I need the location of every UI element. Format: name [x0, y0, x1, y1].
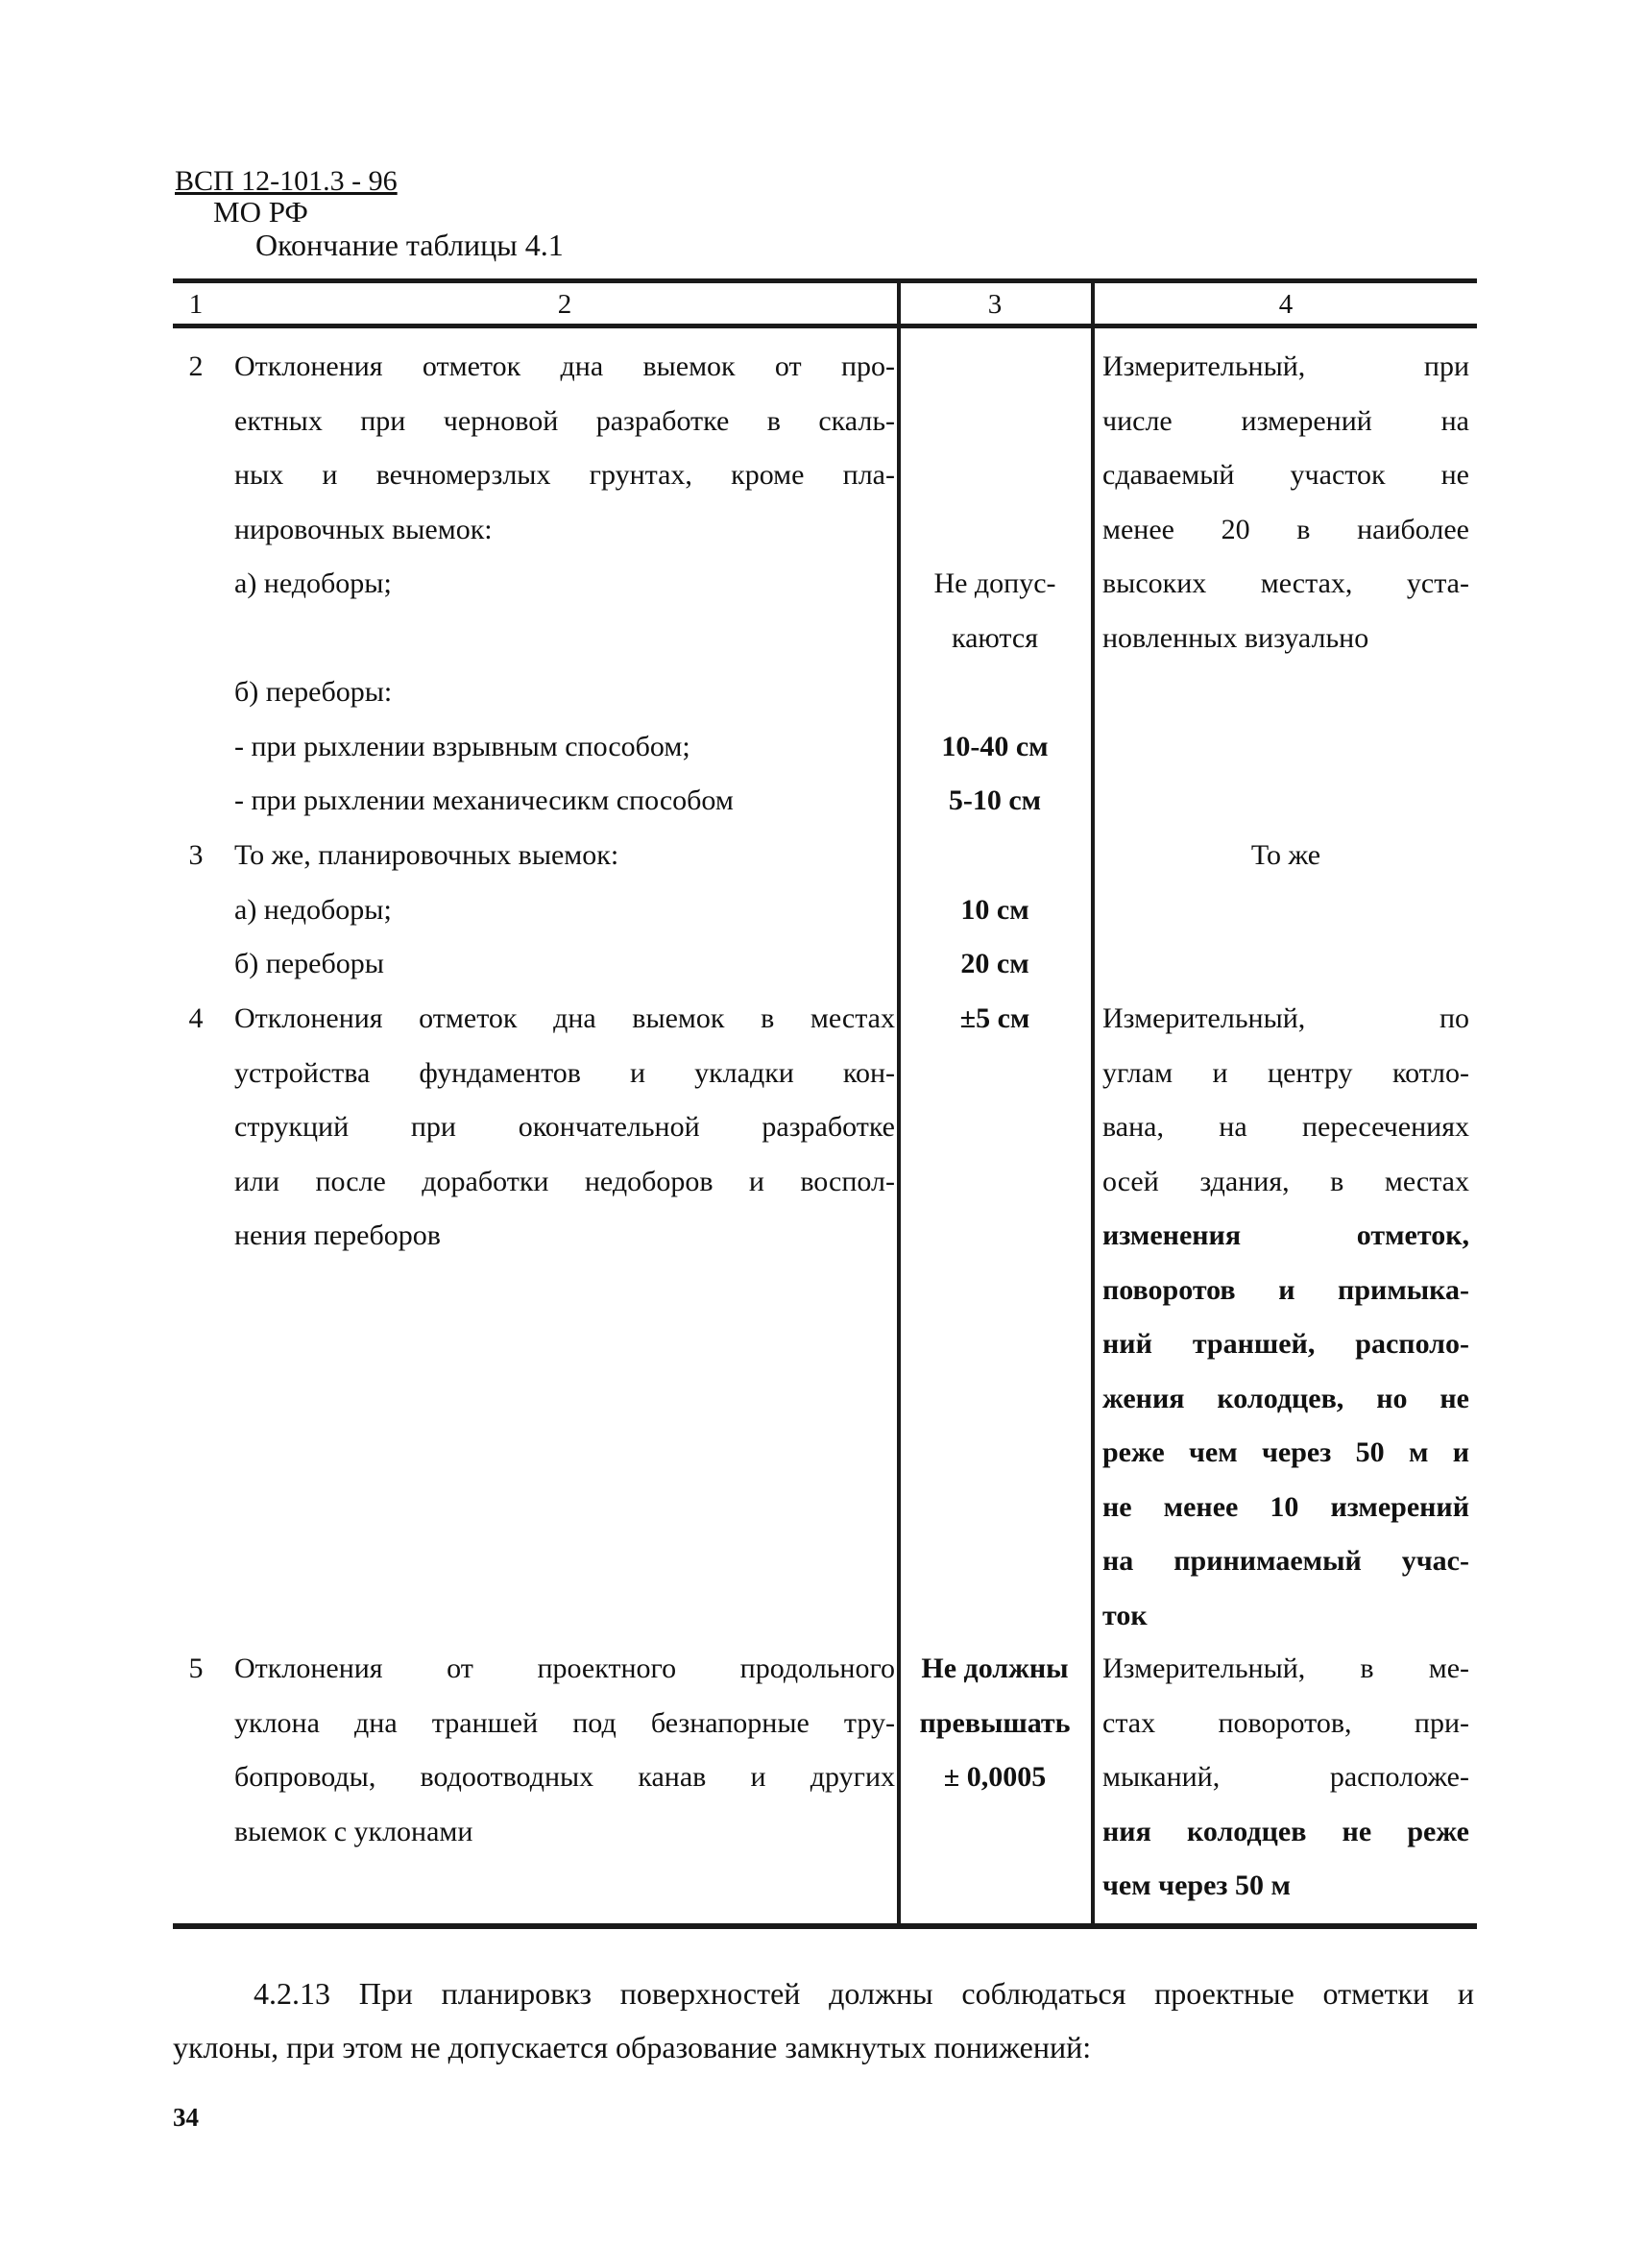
desc-line: Отклонения от проектного продольного: [234, 1653, 895, 1684]
col-header-4: 4: [1278, 289, 1294, 320]
row-description: [234, 992, 895, 1264]
row-control: [1102, 1642, 1469, 1914]
ctrl-line: новленных визуально: [1102, 621, 1369, 654]
tol-line: 5-10 см: [948, 784, 1042, 816]
ctrl-line: ния колодцев не реже: [1102, 1815, 1469, 1847]
desc-line: [234, 612, 895, 666]
row-tolerance: [903, 992, 1087, 1047]
row-tolerance: [903, 340, 1087, 829]
desc-line: б) переборы:: [234, 676, 393, 708]
row-control: [1102, 340, 1469, 665]
ctrl-line: ток: [1102, 1599, 1148, 1631]
tol-line: ±5 см: [959, 1002, 1030, 1034]
ctrl-line: поворотов и примыка-: [1102, 1273, 1469, 1306]
page-number: 34: [173, 2103, 199, 2132]
row-number: 4: [188, 1002, 204, 1034]
row-tolerance: [903, 1642, 1087, 1805]
table-continuation-caption: Окончание таблицы 4.1: [255, 228, 564, 262]
tol-line: 20 см: [960, 948, 1029, 979]
ctrl-line: числе измерений на: [1102, 404, 1469, 437]
ctrl-line: изменения отметок,: [1102, 1219, 1469, 1251]
desc-line: нения переборов: [234, 1219, 441, 1251]
tol-line: Не должны: [921, 1653, 1069, 1684]
tol-line: 10-40 см: [941, 730, 1049, 762]
tol-line: каются: [951, 621, 1039, 654]
desc-line: Отклонения отметок дна выемок в местах: [234, 1002, 895, 1034]
tol-line: [903, 448, 1087, 503]
row-control: [1102, 829, 1469, 883]
tol-line: [903, 665, 1087, 720]
desc-line: или после доработки недоборов и воспол-: [234, 1165, 895, 1197]
paragraph-line-2: уклоны, при этом не допускается образование замкнутых понижений:: [173, 2030, 1092, 2064]
desc-line: устройства фундаментов и укладки кон-: [234, 1056, 895, 1089]
tol-line: [903, 829, 1087, 883]
desc-line: ных и вечномерзлых грунтах, кроме пла-: [234, 459, 895, 491]
ctrl-line: мыканий, расположе-: [1102, 1761, 1469, 1793]
tol-line: превышать: [919, 1706, 1071, 1739]
row-description: [234, 1642, 895, 1859]
table-bottom-rule: [173, 1923, 1477, 1929]
desc-line: Отклонения отметок дна выемок от про-: [234, 350, 895, 382]
ctrl-line: не менее 10 измерений: [1102, 1490, 1469, 1523]
ctrl-line: То же: [1250, 839, 1321, 871]
desc-line: б) переборы: [234, 948, 384, 979]
desc-line: - при рыхлении взрывным способом;: [234, 730, 690, 762]
col-header-1: 1: [188, 289, 204, 320]
document-code: ВСП 12-101.3 - 96: [175, 165, 398, 197]
tol-line: 10 см: [960, 893, 1029, 926]
table-header-rule: [173, 324, 1477, 328]
row-tolerance: [903, 829, 1087, 992]
row-number: 3: [188, 839, 204, 871]
table-top-rule: [173, 278, 1477, 283]
ctrl-line: ний траншей, располо-: [1102, 1328, 1469, 1360]
ctrl-line: на принимаемый учас-: [1102, 1545, 1469, 1577]
row-description: [234, 829, 895, 992]
tol-line: [903, 503, 1087, 558]
desc-line: - при рыхлении механичесикм способом: [234, 784, 734, 816]
ctrl-line: реже чем через 50 м и: [1102, 1436, 1469, 1468]
desc-line: выемок с уклонами: [234, 1815, 473, 1847]
col-header-3: 3: [987, 289, 1003, 320]
desc-line: уклона дна траншей под безнапорные тру-: [234, 1706, 895, 1739]
row-number: 2: [188, 350, 204, 382]
tol-line: ± 0,0005: [943, 1761, 1047, 1793]
ctrl-line: Измерительный, в ме-: [1102, 1653, 1469, 1684]
ctrl-line: менее 20 в наиболее: [1102, 513, 1469, 545]
organization: МО РФ: [213, 195, 308, 229]
desc-line: То же, планировочных выемок:: [234, 839, 619, 871]
desc-line: нировочных выемок:: [234, 513, 493, 545]
tol-line: [903, 340, 1087, 395]
desc-line: бопроводы, водоотводных канав и других: [234, 1761, 895, 1793]
ctrl-line: вана, на пересечениях: [1102, 1111, 1469, 1143]
ctrl-line: стах поворотов, при-: [1102, 1706, 1469, 1739]
paragraph-line-1: 4.2.13 При планировкз поверхностей должны соблюдаться проектные отметки и: [254, 1976, 1474, 2011]
desc-line: ектных при черновой разработке в скаль-: [234, 404, 895, 437]
ctrl-line: чем через 50 м: [1102, 1870, 1291, 1901]
desc-line: струкций при окончательной разработке: [234, 1111, 895, 1143]
ctrl-line: углам и центру котло-: [1102, 1056, 1469, 1089]
desc-line: а) недоборы;: [234, 567, 392, 599]
desc-line: а) недоборы;: [234, 893, 392, 926]
ctrl-line: Измерительный, при: [1102, 350, 1469, 382]
ctrl-line: Измерительный, по: [1102, 1002, 1469, 1034]
ctrl-line: жения колодцев, но не: [1102, 1382, 1469, 1414]
row-description: [234, 340, 895, 829]
ctrl-line: осей здания, в местах: [1102, 1165, 1469, 1197]
row-control: [1102, 992, 1469, 1643]
ctrl-line: сдаваемый участок не: [1102, 459, 1469, 491]
col-divider-3-4: [1091, 280, 1095, 1926]
tol-line: Не допус-: [933, 567, 1056, 599]
col-divider-2-3: [897, 280, 901, 1926]
tol-line: [903, 395, 1087, 449]
row-number: 5: [188, 1653, 204, 1684]
ctrl-line: высоких местах, уста-: [1102, 567, 1469, 599]
col-header-2: 2: [557, 289, 572, 320]
